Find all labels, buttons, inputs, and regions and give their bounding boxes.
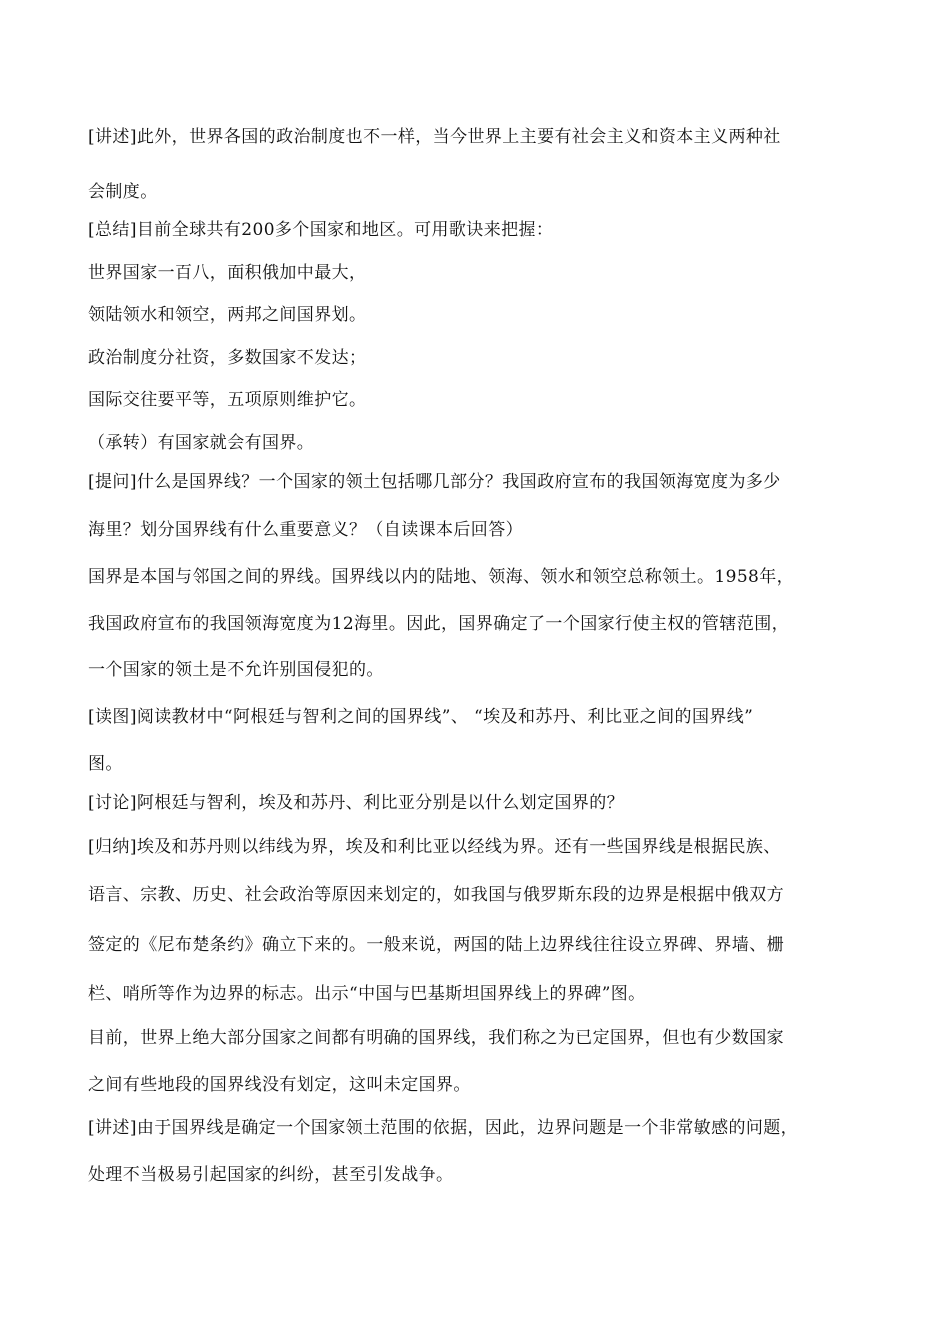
text-line: [总结]目前全球共有200多个国家和地区。可用歌诀来把握： — [88, 220, 554, 240]
text-line: 一个国家的领土是不允许别国侵犯的。 — [88, 660, 384, 680]
text-line: 之间有些地段的国界线没有划定，这叫未定国界。 — [88, 1075, 471, 1095]
text-line: 政治制度分社资，多数国家不发达； — [88, 348, 367, 368]
text-line: 国际交往要平等，五项原则维护它。 — [88, 390, 367, 410]
text-line: 签定的《尼布楚条约》确立下来的。一般来说，两国的陆上边界线往往设立界碑、界墙、栅 — [88, 935, 784, 955]
text-line: [讲述]由于国界线是确定一个国家领土范围的依据，因此，边界问题是一个非常敏感的问题， — [88, 1118, 799, 1138]
text-line: 世界国家一百八，面积俄加中最大， — [88, 263, 367, 283]
text-line: 语言、宗教、历史、社会政治等原因来划定的，如我国与俄罗斯东段的边界是根据中俄双方 — [88, 885, 784, 905]
text-line: 处理不当极易引起国家的纠纷，甚至引发战争。 — [88, 1165, 454, 1185]
text-line: 领陆领水和领空，两邦之间国界划。 — [88, 305, 367, 325]
text-line: 会制度。 — [88, 182, 158, 202]
text-line: [归纳]埃及和苏丹则以纬线为界，埃及和利比亚以经线为界。还有一些国界线是根据民族、 — [88, 837, 781, 857]
text-line: （承转）有国家就会有国界。 — [88, 433, 315, 453]
text-line: 我国政府宣布的我国领海宽度为12海里。因此，国界确定了一个国家行使主权的管辖范围， — [88, 614, 790, 634]
text-line: 目前，世界上绝大部分国家之间都有明确的国界线，我们称之为已定国界，但也有少数国家 — [88, 1028, 784, 1048]
text-line: 国界是本国与邻国之间的界线。国界线以内的陆地、领海、领水和领空总称领土。1958年， — [88, 567, 795, 587]
text-line: [讨论]阿根廷与智利，埃及和苏丹、利比亚分别是以什么划定国界的？ — [88, 793, 625, 813]
text-line: [读图]阅读教材中“阿根廷与智利之间的国界线”、 “埃及和苏丹、利比亚之间的国界线” — [88, 707, 754, 727]
text-line: 图。 — [88, 754, 123, 774]
text-line: [提问]什么是国界线？一个国家的领土包括哪几部分？我国政府宣布的我国领海宽度为多少 — [88, 472, 781, 492]
text-line: 栏、哨所等作为边界的标志。出示“中国与巴基斯坦国界线上的界碑”图。 — [88, 984, 646, 1004]
text-line: [讲述]此外，世界各国的政治制度也不一样，当今世界上主要有社会主义和资本主义两种社 — [88, 127, 781, 147]
text-line: 海里？划分国界线有什么重要意义？（自读课本后回答） — [88, 520, 523, 540]
